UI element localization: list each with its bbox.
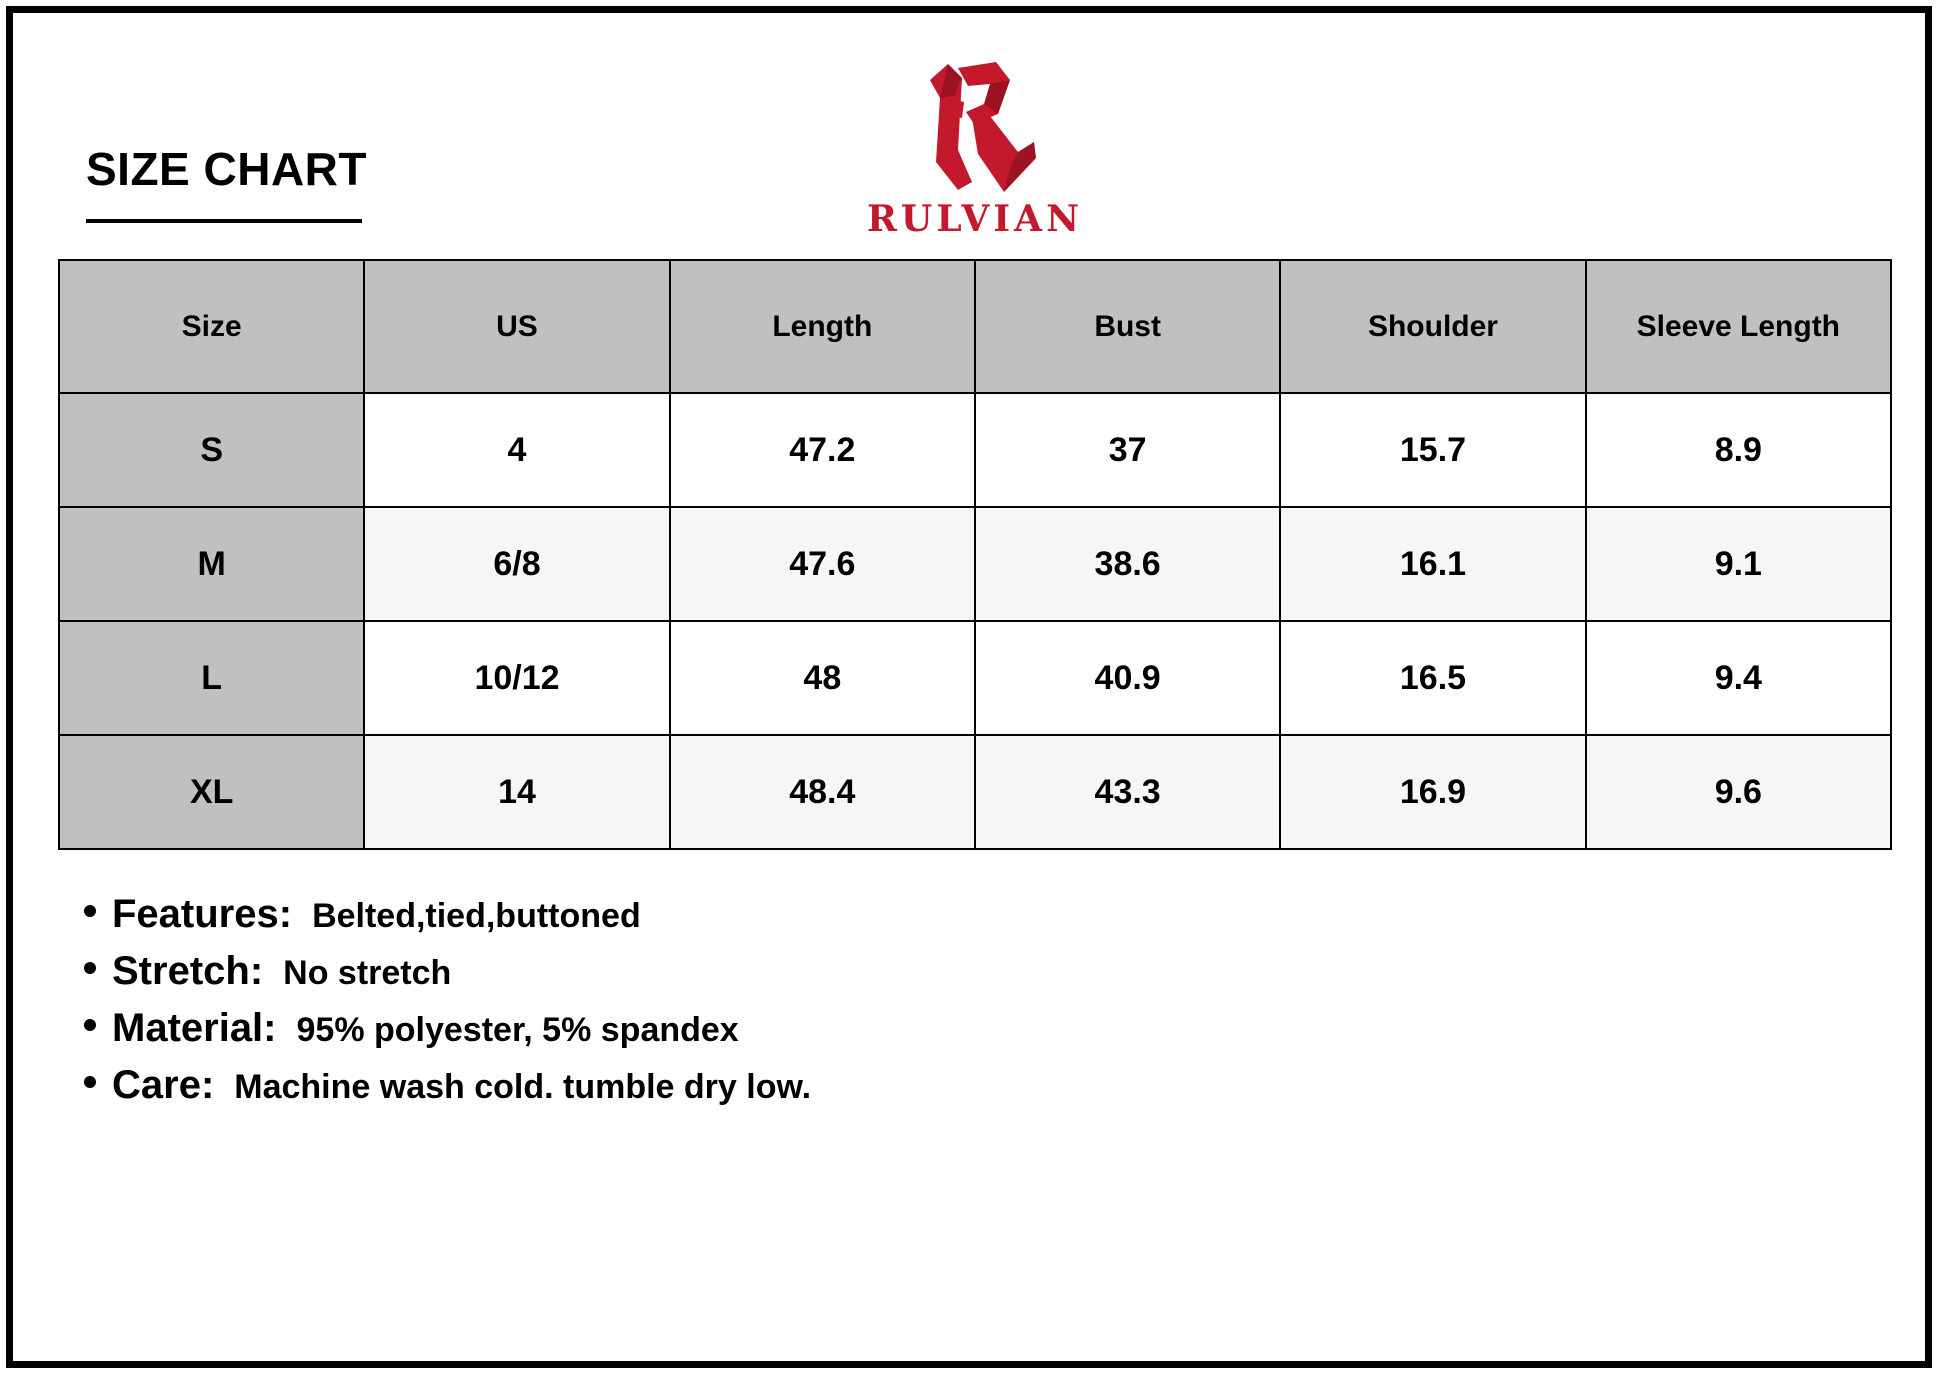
detail-value: Belted,tied,buttoned [312, 897, 641, 935]
table-row [59, 393, 1891, 507]
table-cell: 16.5 [1280, 621, 1585, 735]
table-cell: 43.3 [975, 735, 1280, 849]
product-details-list [84, 892, 811, 1120]
column-header-sleeve-length: Sleeve Length [1586, 260, 1891, 393]
column-header-size: Size [59, 260, 364, 393]
table-row [59, 621, 1891, 735]
detail-label: Features: [112, 892, 293, 936]
table-cell: 38.6 [975, 507, 1280, 621]
table-cell: 9.6 [1586, 735, 1891, 849]
page-title: SIZE CHART [86, 143, 367, 195]
table-cell: 16.1 [1280, 507, 1585, 621]
table-cell: 9.1 [1586, 507, 1891, 621]
table-header-row [59, 260, 1891, 393]
table-cell: 16.9 [1280, 735, 1585, 849]
table-cell: 47.6 [670, 507, 975, 621]
table-cell: 9.4 [1586, 621, 1891, 735]
table-cell: 48 [670, 621, 975, 735]
detail-value: Machine wash cold. tumble dry low. [234, 1068, 812, 1106]
column-header-shoulder: Shoulder [1280, 260, 1585, 393]
detail-material [84, 1006, 811, 1063]
detail-value: 95% polyester, 5% spandex [296, 1011, 739, 1049]
column-header-bust: Bust [975, 260, 1280, 393]
title-underline [86, 219, 362, 223]
bullet-icon [84, 1076, 96, 1088]
column-header-us: US [364, 260, 669, 393]
detail-label: Material: [112, 1006, 277, 1050]
table-cell: 14 [364, 735, 669, 849]
table-cell: 6/8 [364, 507, 669, 621]
detail-care [84, 1063, 811, 1120]
detail-stretch [84, 949, 811, 1006]
table-cell: 48.4 [670, 735, 975, 849]
table-row [59, 735, 1891, 849]
bullet-icon [84, 962, 96, 974]
detail-label: Stretch: [112, 949, 264, 993]
detail-features [84, 892, 811, 949]
detail-value: No stretch [283, 954, 452, 992]
bullet-icon [84, 905, 96, 917]
detail-label: Care: [112, 1063, 215, 1107]
table-cell: 4 [364, 393, 669, 507]
table-cell: 37 [975, 393, 1280, 507]
size-cell: M [59, 507, 364, 621]
table-cell: 40.9 [975, 621, 1280, 735]
column-header-length: Length [670, 260, 975, 393]
r-monogram-logo-icon [918, 58, 1036, 194]
size-cell: L [59, 621, 364, 735]
size-cell: S [59, 393, 364, 507]
table-cell: 15.7 [1280, 393, 1585, 507]
bullet-icon [84, 1019, 96, 1031]
table-cell: 8.9 [1586, 393, 1891, 507]
table-cell: 10/12 [364, 621, 669, 735]
brand-name: RULVIAN [867, 198, 1083, 240]
size-table [58, 259, 1892, 850]
brand-logo [860, 58, 1090, 238]
size-cell: XL [59, 735, 364, 849]
table-row [59, 507, 1891, 621]
table-cell: 47.2 [670, 393, 975, 507]
